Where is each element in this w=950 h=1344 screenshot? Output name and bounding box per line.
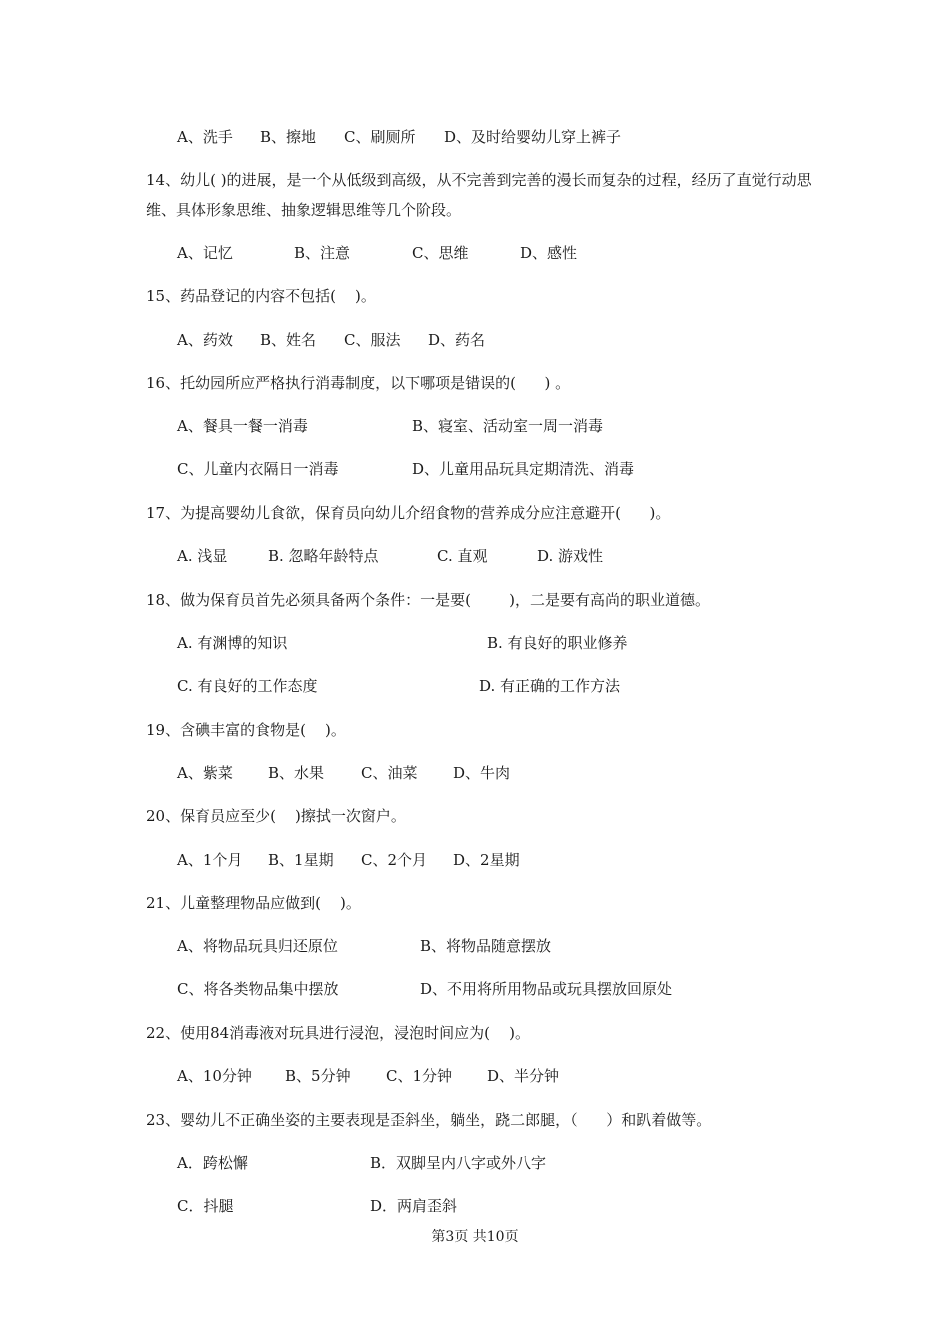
option-c: C、1分钟 [386, 1067, 453, 1085]
option-d: D、及时给婴幼儿穿上裤子 [444, 128, 622, 146]
option-b: B．双脚呈内八字或外八字 [370, 1154, 547, 1172]
option-a: A. 有渊博的知识 [177, 634, 288, 652]
question-23: 23、婴幼儿不正确坐姿的主要表现是歪斜坐，躺坐，跷二郎腿，（ ）和趴着做等。 [146, 1111, 712, 1129]
option-d: D、2星期 [453, 851, 520, 869]
option-a: A、10分钟 [177, 1067, 252, 1085]
option-b: B、水果 [268, 764, 325, 782]
option-d: D、感性 [520, 244, 578, 262]
option-c: C. 有良好的工作态度 [177, 677, 318, 695]
option-c: C、思维 [412, 244, 469, 262]
option-a: A、记忆 [177, 244, 233, 262]
option-c: C、将各类物品集中摆放 [177, 980, 339, 998]
option-a: A．跨松懈 [177, 1154, 248, 1172]
option-d: D、儿童用品玩具定期清洗、消毒 [412, 460, 635, 478]
option-d: D、不用将所用物品或玩具摆放回原处 [420, 980, 673, 998]
option-d: D、药名 [428, 331, 486, 349]
option-c: C、刷厕所 [344, 128, 416, 146]
option-d: D. 有正确的工作方法 [479, 677, 621, 695]
question-19: 19、含碘丰富的食物是( )。 [146, 721, 346, 739]
question-14: 14、幼儿( )的进展，是一个从低级到高级，从不完善到完善的漫长而复杂的过程，经历了直觉行动思维、具体形象思维、抽象逻辑思维等几个阶段。 [146, 171, 812, 219]
question-22: 22、使用84消毒液对玩具进行浸泡，浸泡时间应为( )。 [146, 1024, 530, 1042]
question-20: 20、保育员应至少( )擦拭一次窗户。 [146, 807, 406, 825]
option-c: C、2个月 [361, 851, 428, 869]
option-a: A、紫菜 [177, 764, 233, 782]
option-a: A、洗手 [177, 128, 233, 146]
option-c: C、油菜 [361, 764, 418, 782]
option-d: D．两肩歪斜 [370, 1197, 458, 1215]
option-a: A. 浅显 [177, 547, 228, 565]
option-a: A、药效 [177, 331, 233, 349]
question-15: 15、药品登记的内容不包括( )。 [146, 287, 376, 305]
option-d: D、半分钟 [487, 1067, 560, 1085]
option-d: D、牛肉 [453, 764, 511, 782]
option-b: B. 忽略年龄特点 [268, 547, 379, 565]
option-c: C. 直观 [437, 547, 488, 565]
question-21: 21、儿童整理物品应做到( )。 [146, 894, 361, 912]
option-b: B、姓名 [260, 331, 317, 349]
option-b: B、注意 [294, 244, 351, 262]
option-b: B、寝室、活动室一周一消毒 [412, 417, 604, 435]
question-16: 16、托幼园所应严格执行消毒制度，以下哪项是错误的( ) 。 [146, 374, 571, 392]
option-a: A、将物品玩具归还原位 [177, 937, 338, 955]
option-b: B、1星期 [268, 851, 334, 869]
option-c: C、服法 [344, 331, 401, 349]
option-d: D. 游戏性 [537, 547, 604, 565]
option-b: B、擦地 [260, 128, 317, 146]
option-b: B、将物品随意摆放 [420, 937, 552, 955]
option-b: B、5分钟 [285, 1067, 351, 1085]
page-number-footer: 第3页 共10页 [431, 1229, 519, 1245]
question-17: 17、为提高婴幼儿食欲，保育员向幼儿介绍食物的营养成分应注意避开( )。 [146, 504, 671, 522]
question-18: 18、做为保育员首先必须具备两个条件：一是要( )，二是要有高尚的职业道德。 [146, 591, 710, 609]
option-b: B. 有良好的职业修养 [487, 634, 628, 652]
option-c: C、儿童内衣隔日一消毒 [177, 460, 339, 478]
option-a: A、1个月 [177, 851, 243, 869]
option-c: C．抖腿 [177, 1197, 234, 1215]
option-a: A、餐具一餐一消毒 [177, 417, 308, 435]
